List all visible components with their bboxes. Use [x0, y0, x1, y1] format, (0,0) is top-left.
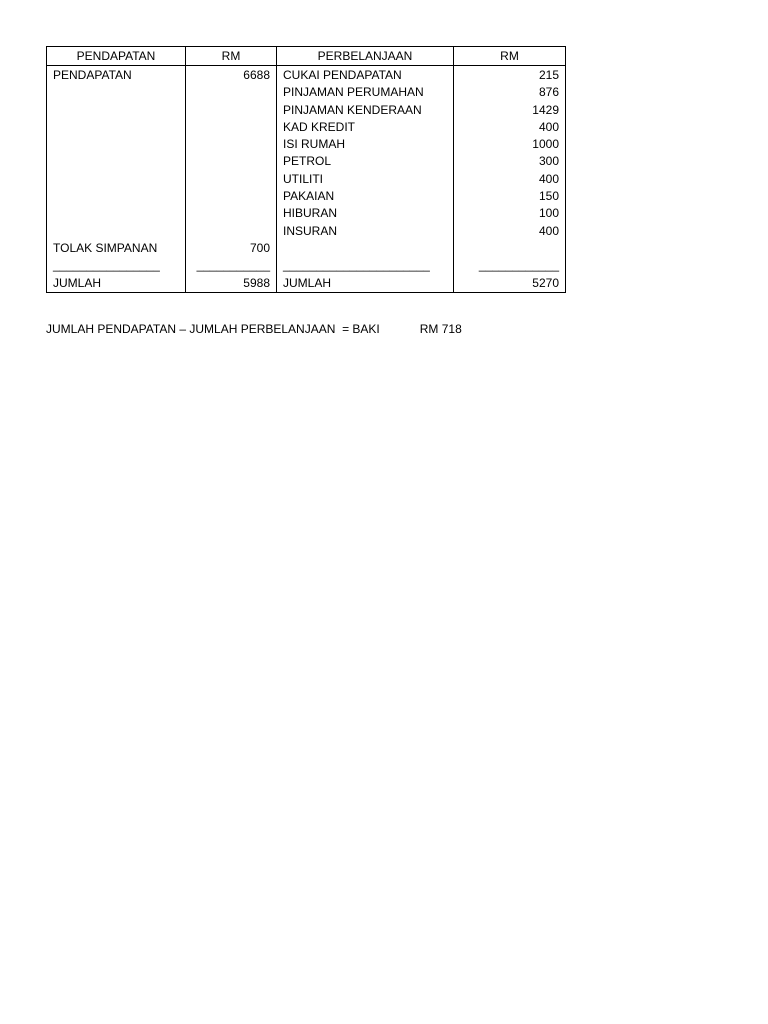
table-row [47, 119, 566, 136]
income-amount [186, 205, 277, 222]
income-amount [186, 136, 277, 153]
income-amount [186, 188, 277, 205]
income-amount [186, 102, 277, 119]
expense-item: CUKAI PENDAPATAN [277, 66, 454, 85]
expense-item: PINJAMAN PERUMAHAN [277, 84, 454, 101]
expense-amount: 400 [454, 119, 566, 136]
expense-item: ______________________ [277, 257, 454, 274]
expense-amount: 1429 [454, 102, 566, 119]
table-row [47, 102, 566, 119]
income-item: JUMLAH [47, 275, 186, 293]
expense-item: PINJAMAN KENDERAAN [277, 102, 454, 119]
expense-amount: 100 [454, 205, 566, 222]
income-item: TOLAK SIMPANAN [47, 240, 186, 257]
expense-amount: 5270 [454, 275, 566, 293]
expense-item: UTILITI [277, 171, 454, 188]
income-item [47, 205, 186, 222]
table-row [47, 153, 566, 170]
expense-amount: 215 [454, 66, 566, 85]
income-item: PENDAPATAN [47, 66, 186, 85]
header-expense: PERBELANJAAN [277, 47, 454, 66]
expense-item: PETROL [277, 153, 454, 170]
income-item [47, 153, 186, 170]
income-amount [186, 119, 277, 136]
header-income-rm: RM [186, 47, 277, 66]
header-income: PENDAPATAN [47, 47, 186, 66]
table-row [47, 66, 566, 85]
income-item [47, 171, 186, 188]
income-item [47, 223, 186, 240]
expense-amount: ____________ [454, 257, 566, 274]
expense-item [277, 240, 454, 257]
expense-item: HIBURAN [277, 205, 454, 222]
header-row [47, 47, 566, 66]
expense-amount [454, 240, 566, 257]
income-item [47, 136, 186, 153]
expense-item: PAKAIAN [277, 188, 454, 205]
income-item [47, 102, 186, 119]
expense-item: KAD KREDIT [277, 119, 454, 136]
table-row [47, 205, 566, 222]
expense-amount: 150 [454, 188, 566, 205]
budget-table [46, 46, 566, 293]
expense-amount: 1000 [454, 136, 566, 153]
expense-item: JUMLAH [277, 275, 454, 293]
expense-amount: 400 [454, 171, 566, 188]
income-amount: ___________ [186, 257, 277, 274]
table-row [47, 136, 566, 153]
income-amount [186, 223, 277, 240]
table-row [47, 171, 566, 188]
expense-amount: 876 [454, 84, 566, 101]
table-row [47, 275, 566, 293]
balance-summary [46, 321, 462, 338]
expense-amount: 400 [454, 223, 566, 240]
income-amount: 5988 [186, 275, 277, 293]
income-item [47, 84, 186, 101]
income-amount [186, 84, 277, 101]
income-amount: 700 [186, 240, 277, 257]
balance-formula: JUMLAH PENDAPATAN – JUMLAH PERBELANJAAN = BAKI [46, 322, 380, 336]
balance-result: RM 718 [419, 322, 462, 336]
expense-amount: 300 [454, 153, 566, 170]
income-item [47, 119, 186, 136]
table-row [47, 223, 566, 240]
table-row [47, 188, 566, 205]
header-expense-rm: RM [454, 47, 566, 66]
table-row [47, 257, 566, 274]
income-amount [186, 153, 277, 170]
income-item: ________________ [47, 257, 186, 274]
table-row [47, 84, 566, 101]
income-amount [186, 171, 277, 188]
expense-item: ISI RUMAH [277, 136, 454, 153]
table-row [47, 240, 566, 257]
expense-item: INSURAN [277, 223, 454, 240]
income-item [47, 188, 186, 205]
income-amount: 6688 [186, 66, 277, 85]
